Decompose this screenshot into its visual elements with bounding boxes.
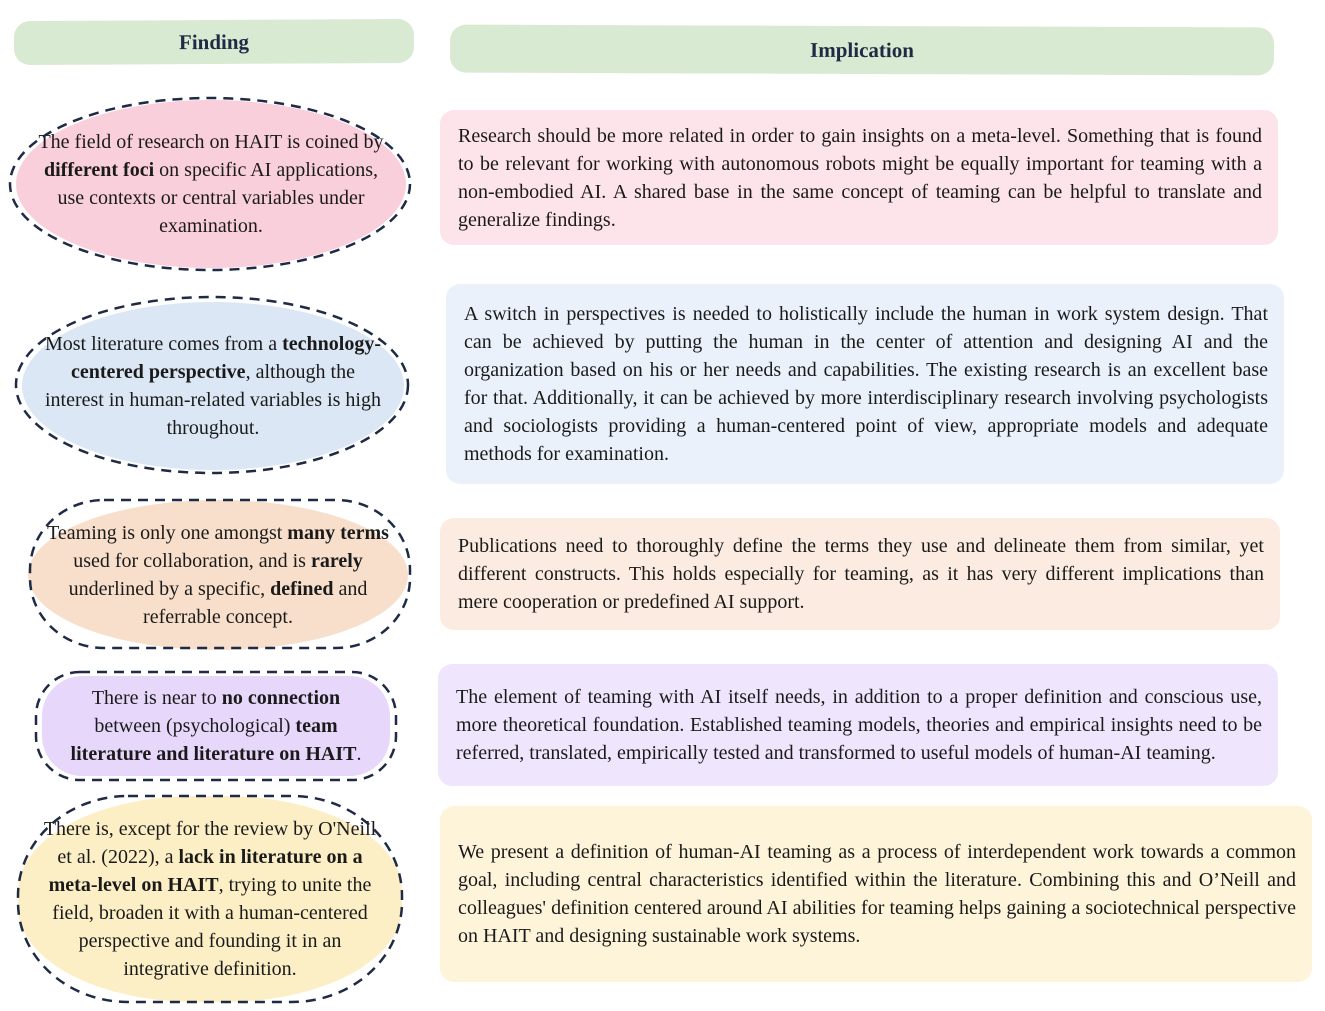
finding-text-run: Most literature comes from a [44,333,283,355]
finding-text-run: underlined by a specific, [68,578,271,600]
finding-text-run: , although the interest in human-related variables is high throughout. [44,361,381,439]
implication-box-4 [438,664,1278,786]
finding-emphasis: different foci [44,159,155,181]
finding-emphasis: no connection [221,687,341,709]
implication-header [450,25,1274,76]
finding-text-1 [34,128,388,240]
finding-text-run: , trying to unite the field, broaden it with a human-centered perspective and founding it in an integrative definition. [52,874,372,980]
finding-text-run: Teaming is only one amongst [47,522,288,544]
implication-box-3 [440,518,1280,630]
implication-box-5 [440,806,1312,982]
finding-emphasis: defined [270,578,334,600]
implication-text-5: We present a definition of human-AI teaming as a process of interdependent work towards a common goal, including central characteristics identified within the literature. Combining this and O’Neill and colleagues' definition centered around AI abilities for teaming helps gaining a sociotechnical perspective on HAIT and designing sustainable work systems. [458,841,1296,947]
finding-text-run: . [356,743,362,765]
finding-emphasis: many terms [287,522,389,544]
finding-bubble-4 [42,676,390,776]
finding-text-run: on specific AI applications, use contexts or central variables under examination. [57,159,378,237]
implication-box-1 [440,110,1278,245]
finding-text-run: There is near to [91,687,222,709]
finding-emphasis: rarely [310,550,363,572]
finding-bubble-2 [22,302,404,470]
finding-text-4 [60,684,372,768]
finding-emphasis: lack in literature on a meta-level on HAIT [48,846,363,896]
finding-text-5 [36,815,384,983]
finding-bubble-1 [16,100,406,268]
finding-header-label: Finding [178,29,250,54]
finding-emphasis: team literature and literature on HAIT [70,715,357,765]
finding-text-run: and referrable concept. [143,578,368,628]
finding-emphasis: technology-centered perspective [71,333,382,383]
implication-text-4: The element of teaming with AI itself needs, in addition to a proper definition and conscious use, more theoretical foundation. Established teaming models, theories and empirical insights need to be referred, translated, empirically tested and transformed to useful models of human-AI teaming. [456,686,1262,764]
implication-text-3: Publications need to thoroughly define the terms they use and delineate them from similar, yet different constructs. This holds especially for teaming, as it has very different implications than mere cooperation or predefined AI support. [458,535,1264,613]
finding-header [14,19,414,65]
finding-bubble-5 [18,796,402,1002]
finding-text-run: There is, except for the review by O'Neill et al. (2022), a [43,818,377,868]
finding-text-2 [40,330,386,442]
implication-box-2 [446,284,1284,484]
implication-text-2: A switch in perspectives is needed to holistically include the human in work system design. That can be achieved by putting the human in the center of attention and designing AI and the organization based on his or her needs and capabilities. The existing research is an excellent base for that. Additionally, it can be achieved by more interdisciplinary research involving psychologists and sociologists providing a human-centered point of view, appropriate models and adequate methods for examination. [464,303,1268,465]
finding-text-run: The field of research on HAIT is coined by [38,131,384,153]
finding-bubble-3 [28,500,408,650]
implication-text-1: Research should be more related in order to gain insights on a meta-level. Something that is found to be relevant for working with autonomous robots might be equally important for teaming with a non-embodied AI. A shared base in the same concept of teaming can be helpful to translate and generalize findings. [458,124,1262,231]
implication-header-label: Implication [810,37,914,62]
finding-text-run: used for collaboration, and is [73,550,311,572]
finding-text-3 [46,519,390,631]
finding-text-run: between (psychological) [94,715,296,737]
